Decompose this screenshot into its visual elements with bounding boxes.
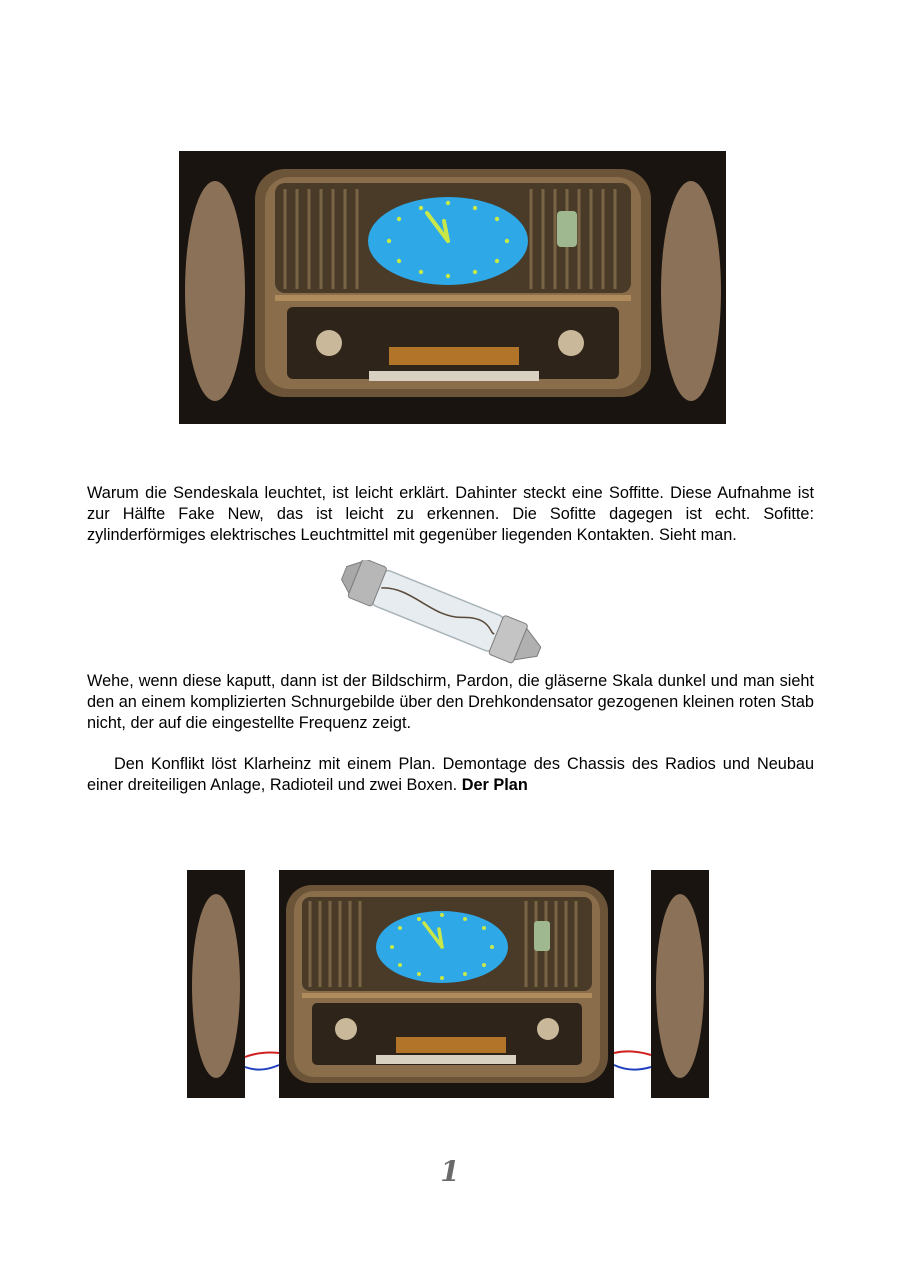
clock-face xyxy=(368,197,528,285)
left-speaker-cone xyxy=(185,181,245,401)
radio-unit xyxy=(279,870,614,1098)
plan-label: Der Plan xyxy=(461,775,528,794)
left-speaker-box xyxy=(187,870,245,1098)
right-speaker-box xyxy=(651,870,709,1098)
right-knob xyxy=(558,330,584,356)
page-number: 1 xyxy=(440,1155,460,1188)
left-knob xyxy=(316,330,342,356)
paragraph-plan-text: Den Konflikt löst Klarheinz mit einem Plan. Demontage des Chassis des Radios und Neubau einer dreiteiligen Anlage, Radioteil und zwei Boxen. xyxy=(87,755,814,794)
radio-with-speakers-image xyxy=(179,151,726,424)
right-speaker-cone xyxy=(661,181,721,401)
three-part-system-image xyxy=(186,869,711,1099)
paragraph-soffitte: Warum die Sendeskala leuchtet, ist leicht erklärt. Dahinter steckt eine Soffitte. Diese Aufnahme ist zur Hälfte Fake New, das ist leicht zu erkennen. Die Sofitte dagegen ist echt. Sofitte: zylinderförmiges elektrisches Leuchtmittel mit gegenüber liegenden Kontakten. Sieht man. xyxy=(87,484,814,544)
paragraph-skala: Wehe, wenn diese kaputt, dann ist der Bildschirm, Pardon, die gläserne Skala dunkel und man sieht den an einem komplizierten Schnurgebilde über den Drehkondensator gezogenen kleinen roten Stab nicht, der auf die eingestellte Frequenz zeigt. xyxy=(87,672,814,732)
soffitte-bulb-image xyxy=(334,560,552,668)
paragraph-plan xyxy=(87,754,814,796)
